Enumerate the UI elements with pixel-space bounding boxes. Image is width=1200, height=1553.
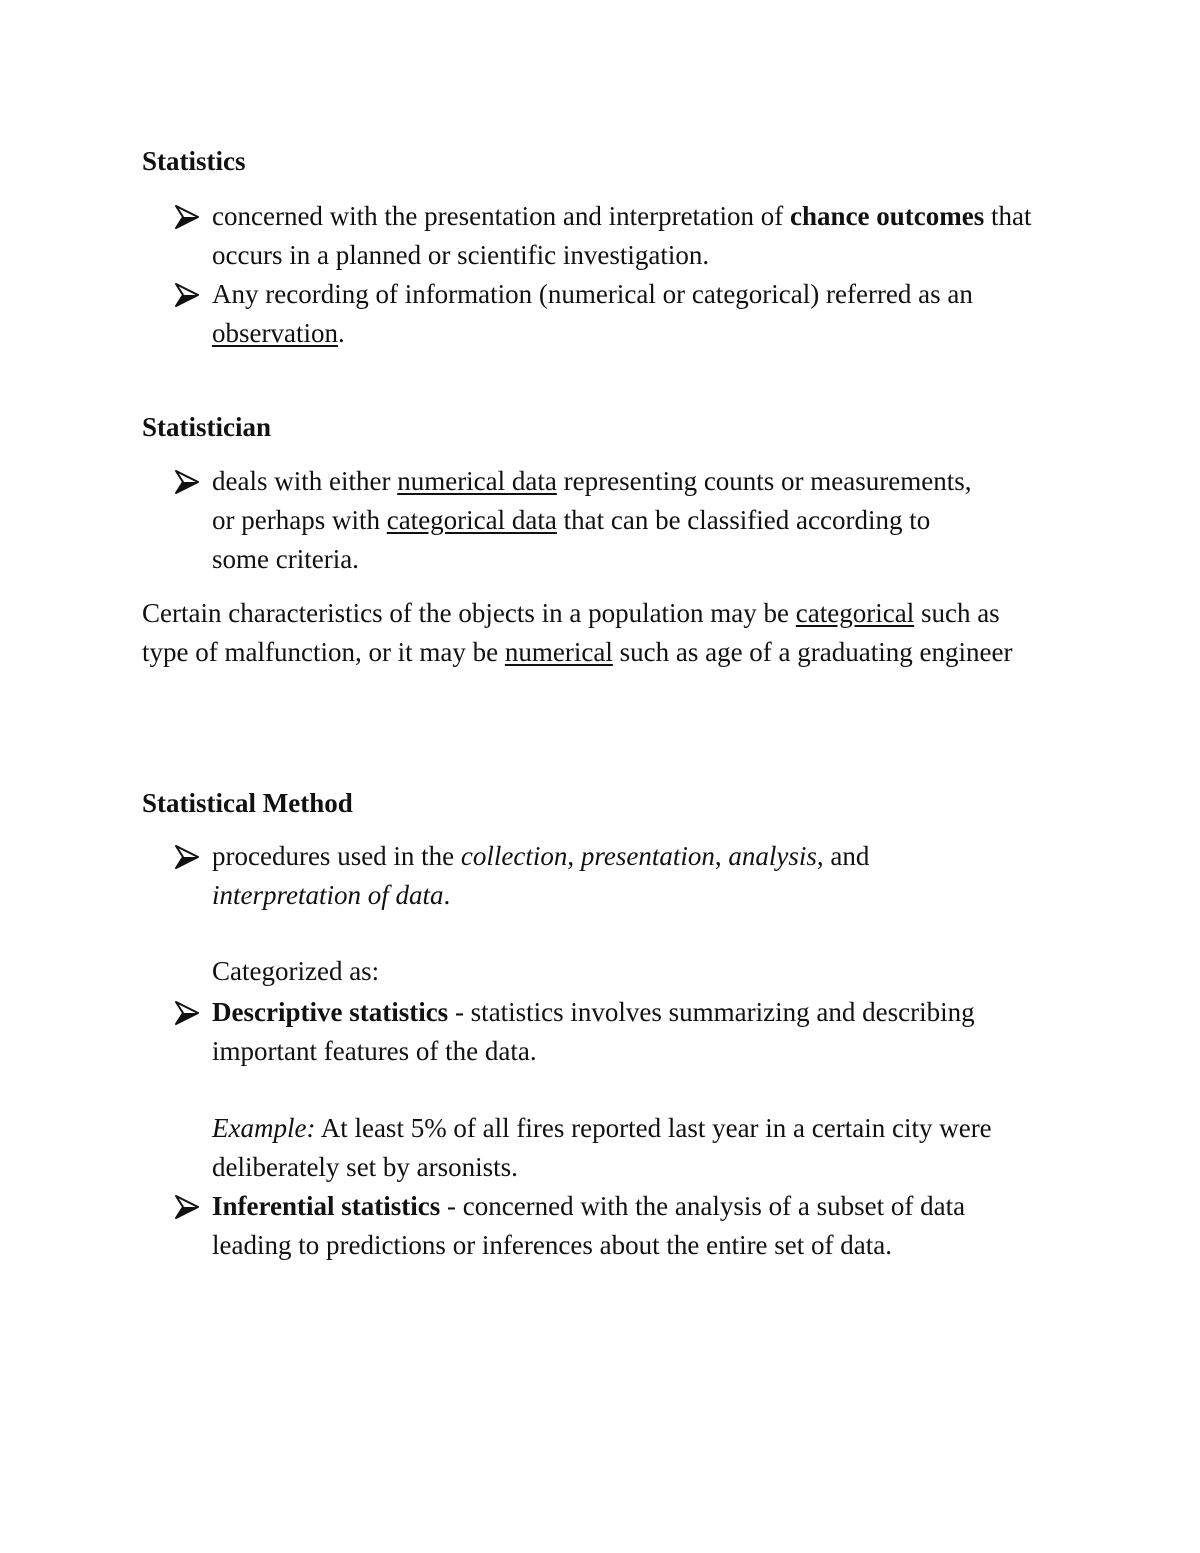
italic-term: analysis bbox=[728, 841, 817, 871]
text-segment: concerned with the presentation and interpretation of bbox=[212, 201, 791, 231]
heading-statistics: Statistics bbox=[142, 146, 246, 176]
paragraph bbox=[142, 594, 1052, 672]
text-segment: , bbox=[714, 841, 729, 871]
bullet-text bbox=[212, 993, 1012, 1071]
underlined-term: categorical data bbox=[386, 505, 557, 535]
bold-term: chance outcomes bbox=[790, 201, 985, 231]
text-segment: that occurs in a planned or scientific investigation. bbox=[212, 201, 1032, 270]
bold-term: Descriptive statistics bbox=[212, 997, 449, 1027]
list-item bbox=[174, 275, 1074, 353]
example-paragraph bbox=[212, 1109, 1062, 1187]
italic-term: interpretation of data bbox=[212, 880, 444, 910]
bullet-text bbox=[212, 1187, 1032, 1265]
underlined-term: numerical data bbox=[397, 466, 557, 496]
list-item bbox=[174, 993, 1074, 1071]
arrowhead-bullet-icon bbox=[174, 1194, 200, 1220]
text-segment: . bbox=[443, 880, 451, 910]
underlined-term: observation bbox=[212, 318, 338, 348]
arrowhead-bullet-icon bbox=[174, 204, 200, 230]
text-segment: procedures used in the bbox=[212, 841, 461, 871]
text-segment: - statistics involves summarizing and describing important features of the data. bbox=[212, 997, 975, 1066]
arrowhead-bullet-icon bbox=[174, 469, 200, 495]
bullet-text bbox=[212, 837, 1012, 915]
text-segment: such as age of a graduating engineer bbox=[612, 637, 1013, 667]
underlined-term: categorical bbox=[795, 598, 915, 628]
list-item bbox=[174, 837, 1074, 915]
text-segment: deals with either bbox=[212, 466, 398, 496]
arrowhead-bullet-icon bbox=[174, 844, 200, 870]
example-label: Example: bbox=[212, 1113, 316, 1143]
arrowhead-bullet-icon bbox=[174, 282, 200, 308]
text-segment: . bbox=[337, 318, 345, 348]
list-item bbox=[174, 1187, 1074, 1265]
text-segment: At least 5% of all fires reported last year in a certain city were deliberately set by arsonists. bbox=[212, 1113, 992, 1182]
underlined-term: numerical bbox=[504, 637, 613, 667]
text-segment: representing counts or measurements, or perhaps with bbox=[212, 466, 972, 535]
list-item bbox=[174, 462, 1074, 579]
italic-term: presentation bbox=[580, 841, 715, 871]
list-item bbox=[174, 197, 1074, 275]
bullet-text bbox=[212, 275, 1074, 353]
text-segment: Any recording of information (numerical or categorical) referred as an bbox=[212, 279, 973, 309]
text-segment: Certain characteristics of the objects in a population may be bbox=[142, 598, 796, 628]
categorized-label: Categorized as: bbox=[212, 956, 380, 986]
bullet-text bbox=[212, 462, 972, 579]
heading-statistical-method: Statistical Method bbox=[142, 788, 353, 818]
text-segment: , and bbox=[816, 841, 870, 871]
bullet-text bbox=[212, 197, 1074, 275]
arrowhead-bullet-icon bbox=[174, 1000, 200, 1026]
text-segment: , bbox=[567, 841, 581, 871]
italic-term: collection bbox=[460, 841, 568, 871]
heading-statistician: Statistician bbox=[142, 412, 272, 442]
bold-term: Inferential statistics bbox=[212, 1191, 441, 1221]
text-segment: that can be classified according to some criteria. bbox=[212, 505, 931, 574]
text-segment: - concerned with the analysis of a subset of data leading to predictions or inferences about the entire set of data. bbox=[212, 1191, 966, 1260]
text-segment: such as type of malfunction, or it may be bbox=[142, 598, 1000, 667]
